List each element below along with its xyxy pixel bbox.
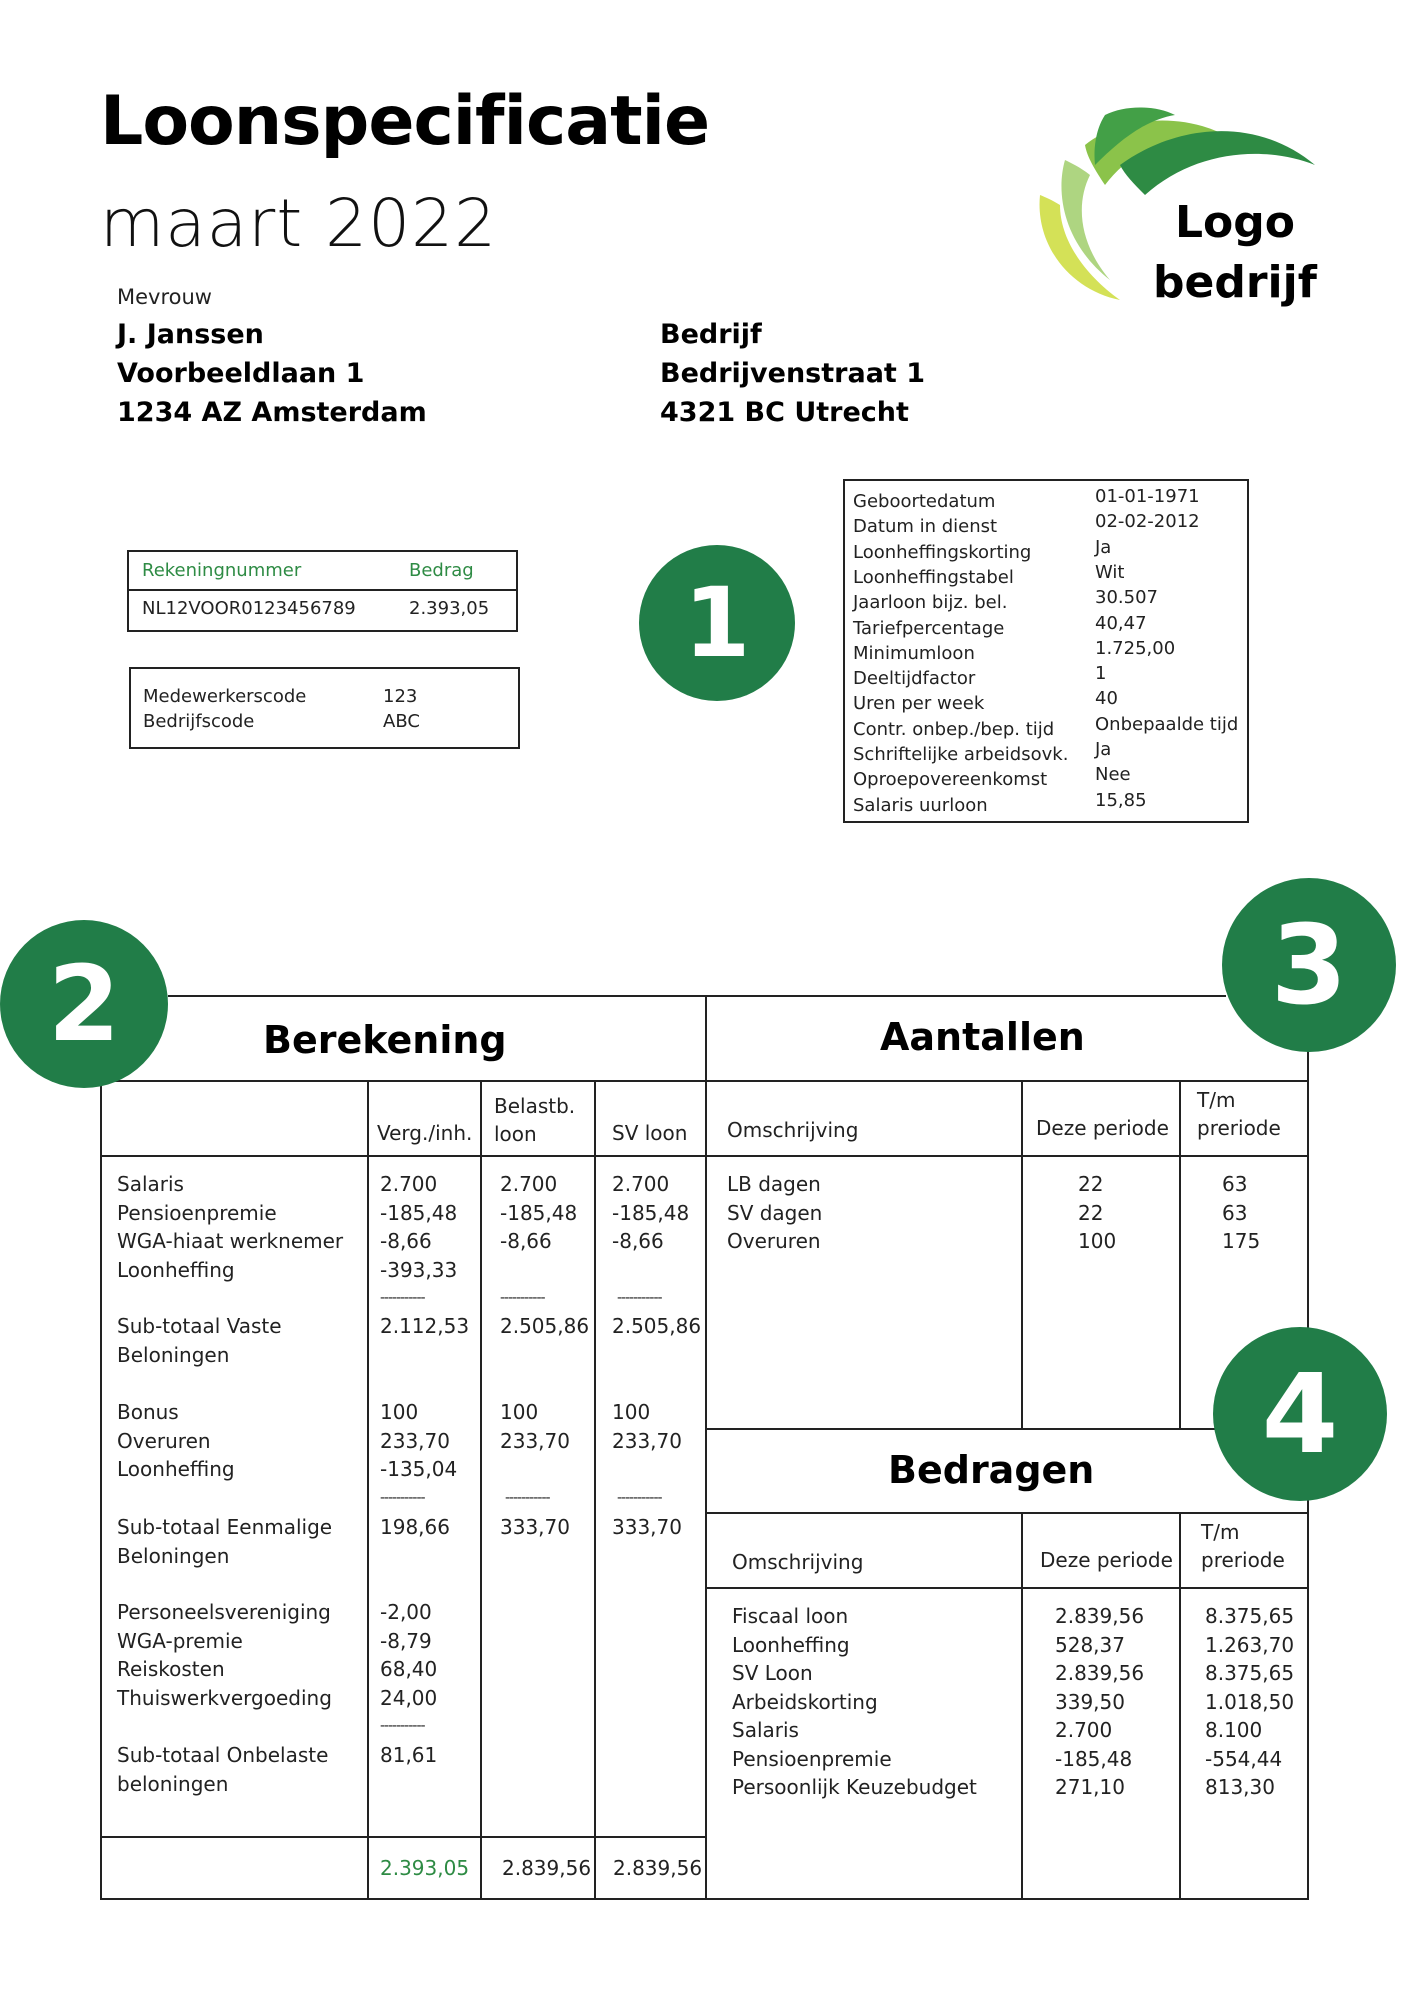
employee-code-label: Medewerkerscode (143, 686, 307, 707)
aantallen-top-border (706, 995, 1226, 997)
aantallen-header-period: Deze periode (1036, 1116, 1169, 1140)
employee-street: Voorbeeldlaan 1 (117, 358, 365, 389)
detail-value: Wit (1095, 561, 1125, 583)
bedragen-tm-values: 8.375,65 1.263,70 8.375,65 1.018,50 8.100 -554,44 813,30 (1205, 1604, 1295, 1799)
detail-label: Contr. onbep./bep. tijd (853, 718, 1055, 740)
company-code-label: Bedrijfscode (143, 711, 255, 732)
detail-value: 15,85 (1095, 789, 1147, 811)
header-row-top (100, 1080, 1308, 1082)
detail-label: Loonheffingstabel (853, 566, 1014, 588)
detail-label: Tariefpercentage (853, 617, 1005, 639)
berekening-col-line-2 (480, 1080, 482, 1900)
section-badge-1: 1 (639, 545, 795, 701)
subtotal-eenmalige-col1: 198,66 (380, 1515, 450, 1539)
header-row-bottom (100, 1155, 1308, 1157)
company-code: ABC (383, 711, 420, 732)
period-subtitle: maart 2022 (100, 185, 498, 262)
berekening-top-border (168, 995, 705, 997)
subtotal-eenmalige-col3: 333,70 (612, 1515, 682, 1539)
berekening-col-line-1 (367, 1080, 369, 1900)
codes-box (129, 667, 520, 749)
detail-label: Jaarloon bijz. bel. (853, 592, 1008, 614)
dash-separator: ----------- (617, 1490, 662, 1506)
berekening-labels-c: Personeelsvereniging WGA-premie Reiskosten Thuiswerkvergoeding (117, 1600, 332, 1710)
aantallen-col-line-2 (1179, 1080, 1181, 1430)
dash-separator: ----------- (380, 1490, 425, 1506)
total-verg-inh: 2.393,05 (380, 1856, 470, 1880)
detail-value: Ja (1095, 739, 1112, 760)
subtotal-onbelaste-col1: 81,61 (380, 1743, 438, 1767)
subtotal-eenmalige-col2: 333,70 (500, 1515, 570, 1539)
dash-separator: ----------- (380, 1290, 425, 1306)
detail-value: 01-01-1971 (1095, 486, 1200, 507)
berekening-col1-c: -2,00 -8,79 68,40 24,00 (380, 1600, 438, 1710)
total-belastbaar-loon: 2.839,56 (502, 1856, 592, 1880)
bedragen-header-bottom (706, 1587, 1308, 1589)
bedragen-period-values: 2.839,56 528,37 2.839,56 339,50 2.700 -185,48 271,10 (1055, 1604, 1145, 1799)
berekening-col1-b: 100 233,70 -135,04 (380, 1400, 458, 1481)
dash-separator: ----------- (380, 1718, 425, 1734)
bank-header-account: Rekeningnummer (142, 560, 302, 581)
berekening-col3-a: 2.700 -185,48 -8,66 (612, 1172, 690, 1253)
berekening-header-col3: SV loon (612, 1121, 688, 1145)
detail-label: Schriftelijke arbeidsovk. (853, 744, 1069, 765)
aantallen-col-line-1 (1021, 1080, 1023, 1430)
bank-box (127, 550, 518, 632)
detail-label: Oproepovereenkomst (853, 769, 1048, 791)
detail-label: Salaris uurloon (853, 794, 988, 816)
berekening-title: Berekening (263, 1018, 507, 1062)
detail-label: Uren per week (853, 693, 985, 715)
berekening-header-col1: Verg./inh. (377, 1121, 473, 1145)
detail-label: Geboortedatum (853, 491, 996, 512)
detail-label: Minimumloon (853, 642, 975, 664)
detail-value: 02-02-2012 (1095, 511, 1200, 533)
bank-header-amount: Bedrag (409, 560, 474, 581)
bedragen-header-tm: T/m preriode (1201, 1520, 1285, 1572)
bedragen-header-top (706, 1512, 1308, 1514)
logo-text-line1: Logo (1175, 197, 1295, 248)
details-box (843, 479, 1249, 823)
dash-separator: ----------- (500, 1290, 545, 1306)
bedragen-title: Bedragen (888, 1448, 1095, 1492)
detail-value: Onbepaalde tijd (1095, 713, 1239, 735)
section-badge-3: 3 (1222, 878, 1396, 1052)
detail-value: 40,47 (1095, 612, 1147, 634)
company-city: 4321 BC Utrecht (660, 397, 909, 428)
subtotal-vaste-col3: 2.505,86 (612, 1314, 702, 1338)
subtotal-eenmalige-label: Sub-totaal Eenmalige Beloningen (117, 1515, 333, 1568)
bank-divider (129, 589, 516, 591)
subtotal-onbelaste-label: Sub-totaal Onbelaste beloningen (117, 1743, 329, 1796)
berekening-col1-a: 2.700 -185,48 -8,66 -393,33 (380, 1172, 458, 1282)
total-sv-loon: 2.839,56 (613, 1856, 703, 1880)
detail-value: Ja (1095, 536, 1112, 558)
page-title: Loonspecificatie (100, 82, 710, 161)
company-street: Bedrijvenstraat 1 (660, 358, 926, 389)
employee-code: 123 (383, 686, 418, 707)
bedragen-col-line-2 (1179, 1512, 1181, 1900)
logo-text-line2: bedrijf (1153, 257, 1317, 308)
subtotal-vaste-col1: 2.112,53 (380, 1314, 470, 1338)
aantallen-header-desc: Omschrijving (727, 1118, 859, 1142)
berekening-labels-b: Bonus Overuren Loonheffing (117, 1400, 235, 1481)
aantallen-labels: LB dagen SV dagen Overuren (727, 1172, 823, 1253)
subtotal-vaste-label: Sub-totaal Vaste Beloningen (117, 1314, 282, 1367)
aantallen-title: Aantallen (880, 1015, 1085, 1059)
bedragen-col-line-1 (1021, 1512, 1023, 1900)
aantallen-period-values: 22 22 100 (1078, 1172, 1117, 1253)
detail-value: 40 (1095, 688, 1118, 710)
detail-label: Loonheffingskorting (853, 541, 1032, 563)
berekening-total-row-top (100, 1836, 705, 1838)
bedragen-header-desc: Omschrijving (732, 1550, 864, 1574)
bedragen-labels: Fiscaal loon Loonheffing SV Loon Arbeidskorting Salaris Pensioenpremie Persoonlijk Keuzebudget (732, 1604, 977, 1799)
bank-amount: 2.393,05 (409, 598, 490, 619)
berekening-col-line-3 (594, 1080, 596, 1900)
berekening-labels-a: Salaris Pensioenpremie WGA-hiaat werknemer Loonheffing (117, 1172, 344, 1282)
berekening-col2-a: 2.700 -185,48 -8,66 (500, 1172, 578, 1253)
section-badge-4: 4 (1213, 1327, 1387, 1501)
dash-separator: ----------- (505, 1490, 550, 1506)
bank-account: NL12VOOR0123456789 (142, 598, 356, 619)
company-name: Bedrijf (660, 319, 762, 350)
section-badge-2: 2 (0, 920, 168, 1088)
dash-separator: ----------- (617, 1290, 662, 1306)
detail-label: Deeltijdfactor (853, 668, 976, 690)
employee-city: 1234 AZ Amsterdam (117, 397, 427, 428)
subtotal-vaste-col2: 2.505,86 (500, 1314, 590, 1338)
employee-name: J. Janssen (117, 319, 264, 350)
company-logo (1025, 105, 1325, 320)
employee-salutation: Mevrouw (117, 285, 212, 309)
aantallen-tm-values: 63 63 175 (1222, 1172, 1261, 1253)
detail-label: Datum in dienst (853, 516, 998, 538)
detail-value: 1 (1095, 663, 1107, 685)
detail-value: 30.507 (1095, 587, 1158, 609)
frame-bottom (100, 1898, 1308, 1900)
detail-value: 1.725,00 (1095, 637, 1176, 659)
aantallen-header-tm: T/m preriode (1197, 1088, 1281, 1140)
berekening-col2-b: 100 233,70 (500, 1400, 570, 1453)
bedragen-header-period: Deze periode (1040, 1548, 1173, 1572)
berekening-col3-b: 100 233,70 (612, 1400, 682, 1453)
frame-middle (705, 995, 707, 1900)
frame-left (100, 1080, 102, 1900)
detail-value: Nee (1095, 764, 1131, 786)
berekening-header-col2: Belastb. loon (494, 1094, 576, 1146)
